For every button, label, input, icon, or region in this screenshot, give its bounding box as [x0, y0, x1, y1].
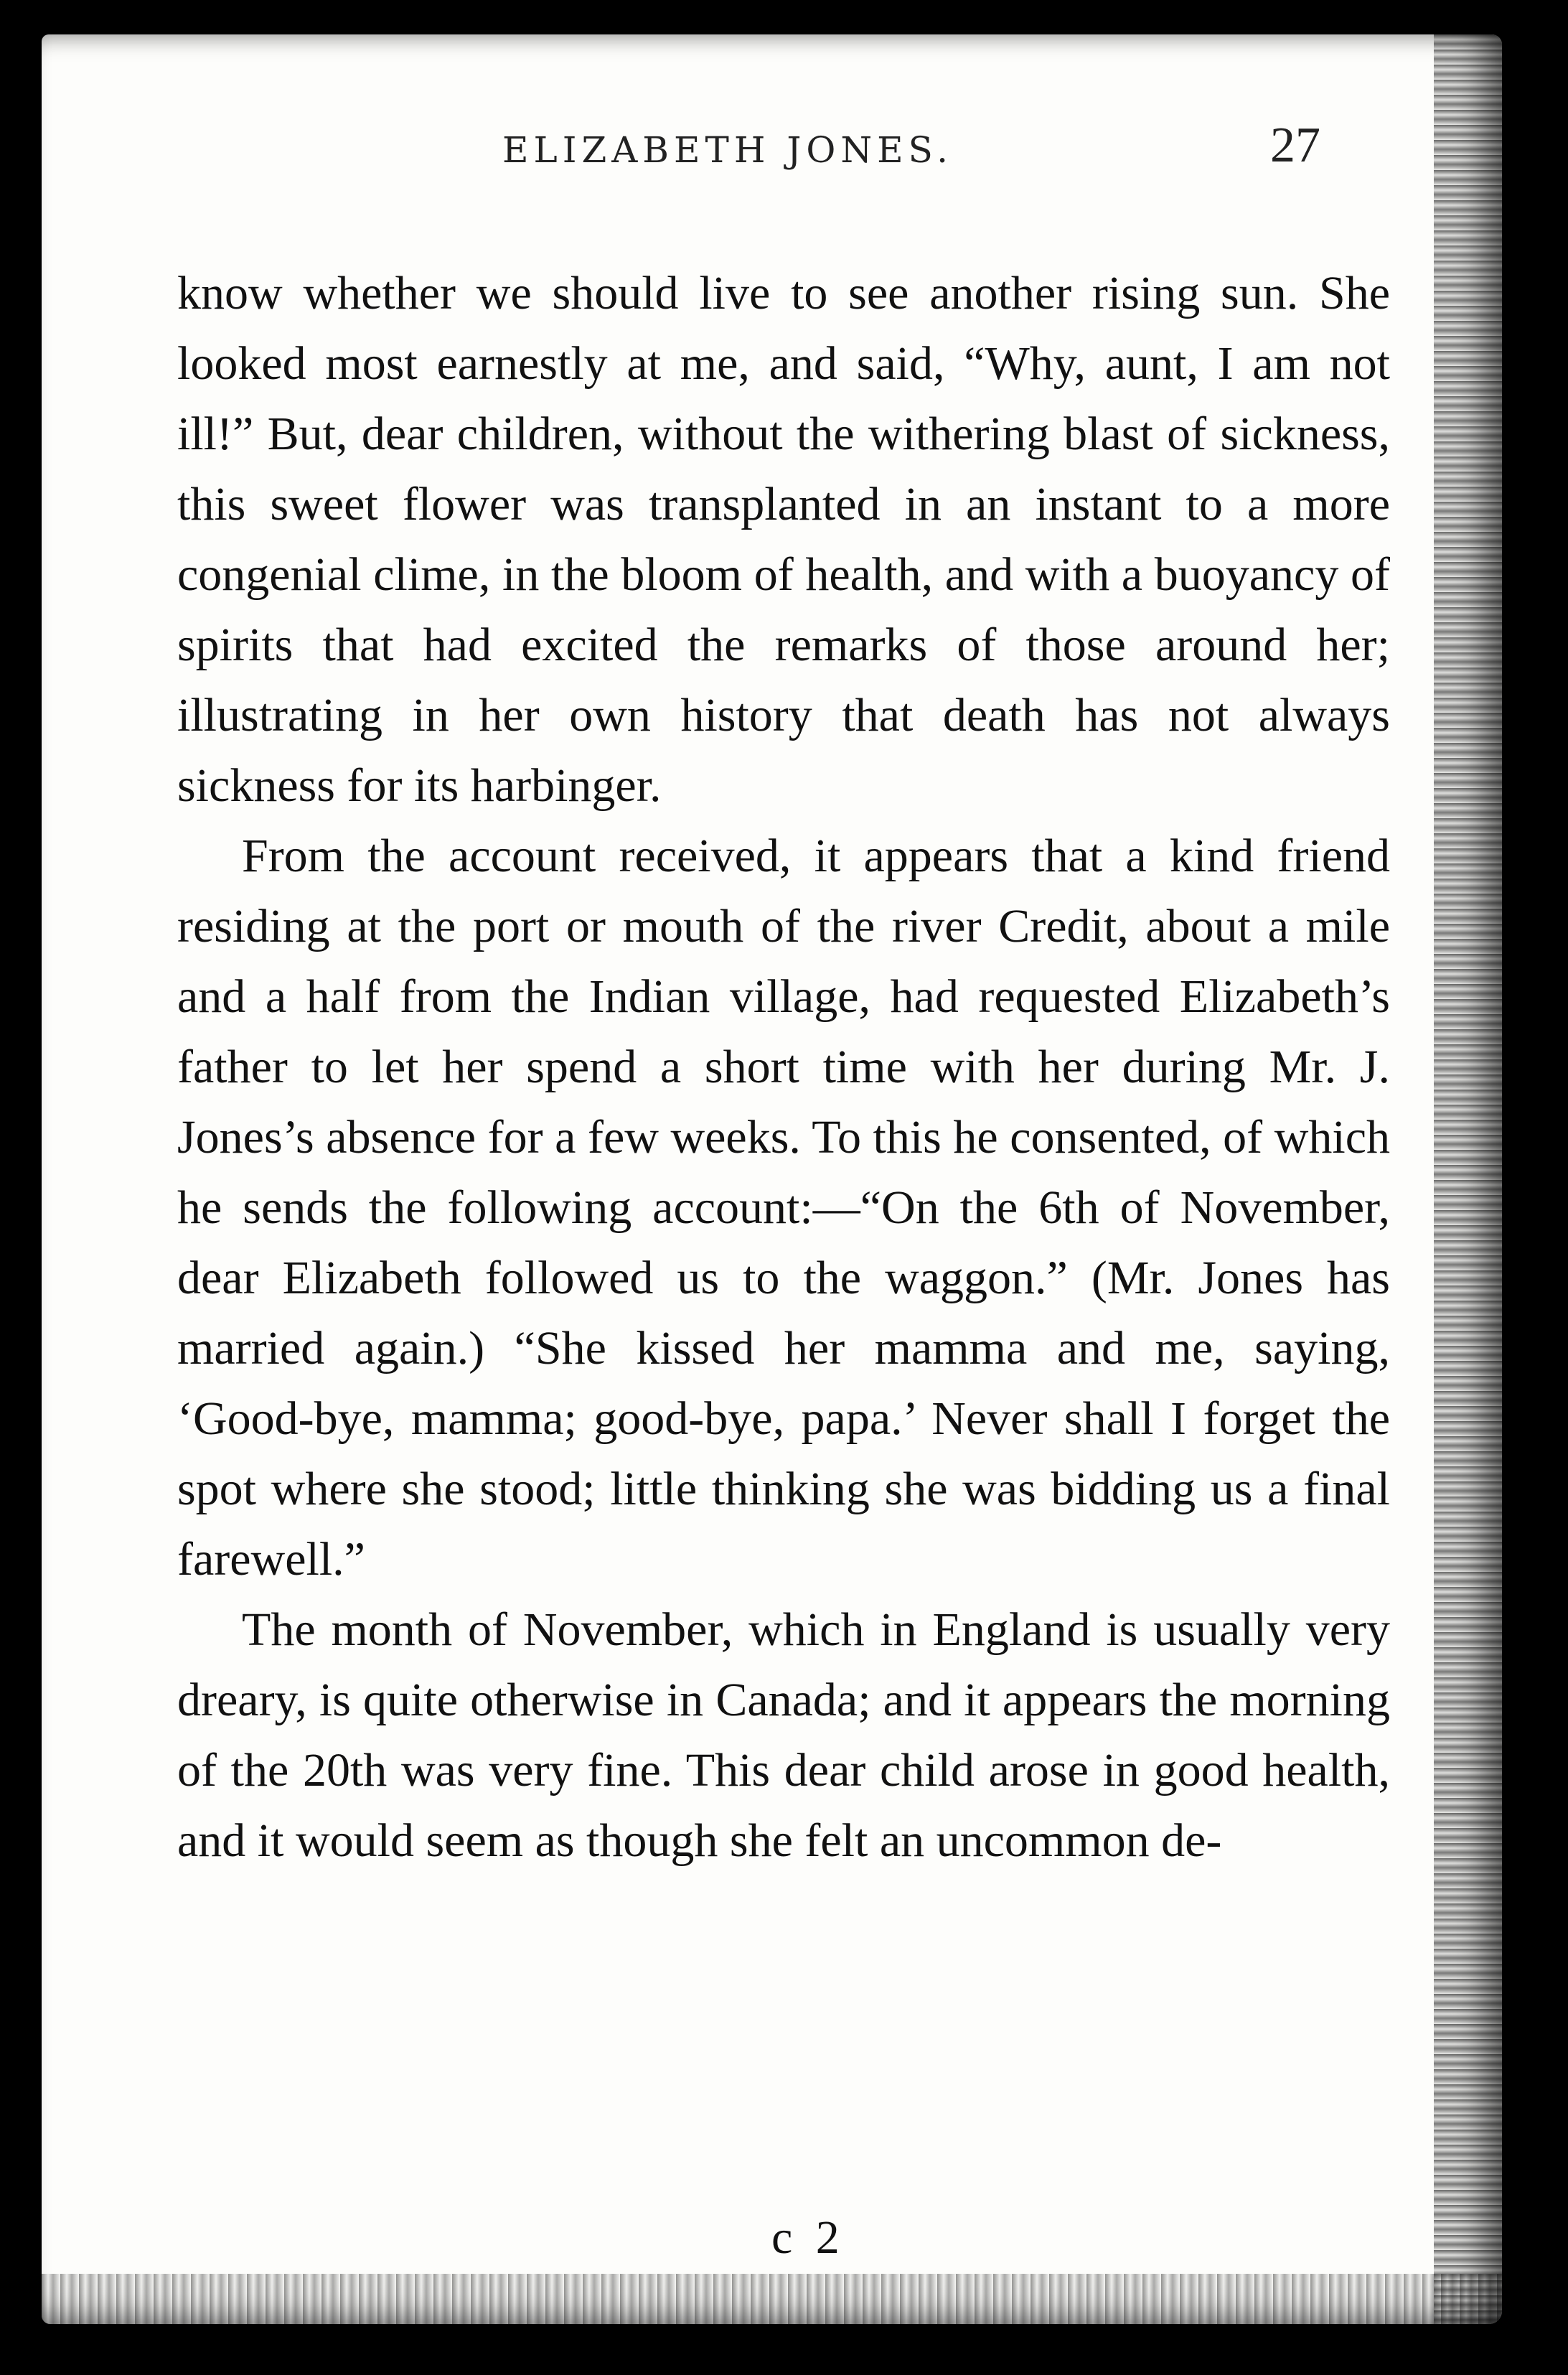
signature-mark: c 2 [771, 2211, 845, 2264]
binding-shadow [1434, 34, 1502, 2324]
paragraph-1: know whether we should live to see another rising sun. She looked most earnestly at me, and said, “Why, aunt, I am not ill!” But, dear children, without the withering blast of sickness, this sweet flower was transplanted in an instant to a more congenial clime, in the bloom of health, and with a buoyancy of spirits that had excited the remarks of those around her; illustrating in her own history that death has not always sickness for its harbinger. [177, 267, 1390, 812]
paragraph-2: From the account received, it appears that a kind friend residing at the port or mouth of the river Credit, about a mile and a half from the Indian village, had requested Elizabeth’s father to let her spend a short time with her during Mr. J. Jones’s absence for a few weeks. To this he consented, of which he sends the following account:—“On the 6th of November, dear Elizabeth followed us to the waggon.” (Mr. Jones has married again.) “She kissed her mamma and me, saying, ‘Good-bye, mamma; good-bye, papa.’ Never shall I forget the spot where she stood; little thinking she was bidding us a final farewell.” [177, 830, 1390, 1585]
bottom-edge-shadow [42, 2274, 1502, 2324]
body-text [177, 258, 1390, 1876]
paragraph-3: The month of November, which in England is usually very dreary, is quite otherwise in Canada; and it appears the morning of the 20th was very fine. This dear child arose in good health, and it would seem as though she felt an uncommon de- [177, 1603, 1390, 1867]
running-title: ELIZABETH JONES. [502, 129, 954, 171]
page-number: 27 [1270, 118, 1320, 173]
